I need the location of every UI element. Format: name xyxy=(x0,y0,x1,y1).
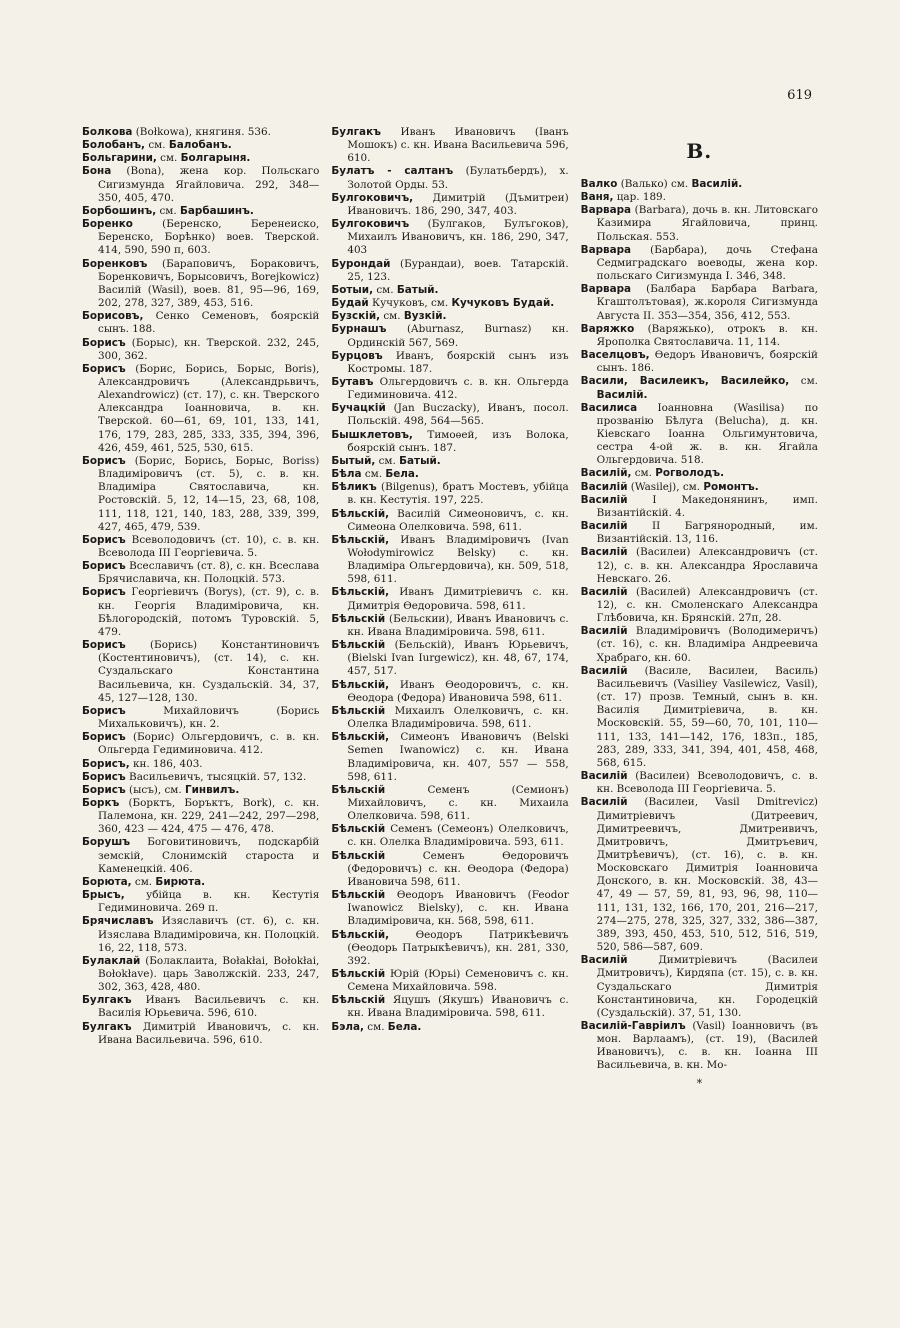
entry-text: кн. 186, 403. xyxy=(129,757,203,770)
entry-headword: Борушъ xyxy=(82,836,131,849)
index-entry xyxy=(331,455,568,468)
index-entry xyxy=(82,165,319,204)
entry-headword: Булгакъ xyxy=(82,994,132,1007)
entry-text: (Варяжько), отрокъ в. кн. Ярополка Святославича. 11, 114. xyxy=(596,322,818,348)
entry-headword: Василій xyxy=(580,625,628,638)
index-columns xyxy=(82,126,818,1090)
entry-text: Іоанновна (Wasilisa) по прозванію Бѣлуга (Belucha), д. кн. Кіевскаго Іоанна Ольгимунтовича, сестра 4-ой ж. в. кн. Ягайла Ольгердовича. 518. xyxy=(596,401,818,467)
index-entry xyxy=(581,191,818,204)
index-entry xyxy=(331,468,568,481)
index-entry xyxy=(82,534,319,560)
index-entry xyxy=(331,258,568,284)
entry-headword: Ваня, xyxy=(580,191,614,204)
index-entry xyxy=(581,625,818,664)
entry-text: I Македонянинъ, имп. Византійскій. 4. xyxy=(596,493,818,519)
index-entry xyxy=(82,126,319,139)
entry-text: Ѳеодоръ Патрикѣевичъ (Ѳеодорь Патрыкѣевичъ), кн. 281, 330, 392. xyxy=(347,928,569,967)
index-entry xyxy=(331,350,568,376)
entry-text: Тимоѳей, изъ Волока, боярскій сынъ. 187. xyxy=(347,428,569,454)
entry-headword: Василій xyxy=(580,520,628,533)
entry-text: (Василеи, Vasil Dmitrevicz) Димитріевичъ (Дитреевич, Димитреевичъ, Дмитреивичъ, Дмитровичъ, Дмитръевич, Дмитрѣевичъ), (ст. 16), с. в. кн. Московскаго Димитрія Іоанновича Донского, в. кн. Московскій. 38, 43—47, 49 — 57, 59, 81, 93, 96, 98, 110—111, 131, 132, 166, 170, 201, 216—217, 274—275, 278, 325, 327, 332, 386—387, 389, 393, 450, 453, 510, 512, 516, 519, 520, 586—587, 609. xyxy=(596,796,818,954)
entry-text: (Vasil) Іоанновичъ (въ мон. Варлаамъ), (ст. 19), (Василей Ивановичъ), с. в. кн. Іоанна III Васильевича, в. кн. Мо- xyxy=(596,1020,818,1072)
index-entry xyxy=(331,429,568,455)
index-entry xyxy=(331,218,568,257)
entry-text: (Борис, Борись, Борыс, Boriss) Владиміровичъ (ст. 5), с. в. кн. Владиміра Святославича, кн. Ростовскій. 5, 12, 14—15, 23, 68, 108, 111, 118, 121, 140, 183, 288, 339, 399, 427, 465, 479, 539. xyxy=(98,454,320,533)
entry-text: Иванъ Ѳеодоровичъ, с. кн. Ѳеодора (Федора) Ивановича 598, 611. xyxy=(347,678,569,704)
entry-headword: Булгакъ xyxy=(82,1020,132,1033)
index-entry xyxy=(331,1021,568,1034)
entry-headword: Борюта, xyxy=(82,875,132,888)
index-entry xyxy=(581,178,818,191)
entry-cross-reference: Вузкій. xyxy=(403,310,447,323)
index-entry xyxy=(82,876,319,889)
entry-text: см. xyxy=(380,310,404,323)
entry-text: (ысъ), см. xyxy=(125,783,185,796)
index-entry xyxy=(331,297,568,310)
index-entry xyxy=(581,467,818,480)
entry-headword: Бышклетовъ, xyxy=(331,428,413,441)
entry-text: (Борис, Борись, Борыс, Boris), Александровичъ (Александрьвичъ, Alexandrowicz) (ст. 17), с. кн. Тверского Александра Іоанновича, в. кн. Тверской. 60—61, 69, 101, 133, 141, 176, 179, 283, 285, 333, 335, 394, 396, 426, 459, 461, 525, 530, 615. xyxy=(98,362,320,454)
entry-headword: Василій xyxy=(580,546,628,559)
page-number: 619 xyxy=(787,88,812,103)
entry-text: II Багрянородный, им. Византійскій. 13, 116. xyxy=(596,520,818,546)
index-entry xyxy=(331,889,568,928)
entry-headword: Бурондай xyxy=(331,257,391,270)
index-entry xyxy=(82,205,319,218)
index-entry xyxy=(581,665,818,770)
entry-headword: Василій-Гавріилъ xyxy=(580,1020,686,1032)
entry-text: цар. 189. xyxy=(613,191,666,204)
index-entry xyxy=(331,850,568,889)
entry-text: см. xyxy=(145,139,169,152)
index-entry xyxy=(581,954,818,1020)
index-entry xyxy=(331,508,568,534)
index-entry xyxy=(331,284,568,297)
entry-headword: Василій xyxy=(580,796,628,809)
index-entry xyxy=(331,968,568,994)
index-entry xyxy=(331,376,568,402)
entry-text: см. xyxy=(631,467,656,480)
entry-headword: Борисовъ, xyxy=(82,310,144,323)
index-entry xyxy=(331,126,568,165)
entry-cross-reference: Балобанъ. xyxy=(168,139,232,152)
entry-text: Ольгердовичъ с. в. кн. Ольгерда Гедиминовича. 412. xyxy=(347,375,569,402)
index-entry xyxy=(82,152,319,165)
index-entry xyxy=(331,586,568,612)
entry-headword: Бѣльскій xyxy=(331,783,386,796)
index-entry xyxy=(581,375,818,401)
entry-text: (Wasilej), см. xyxy=(627,480,704,493)
entry-text: Яцушъ (Якушъ) Ивановичъ с. кн. Ивана Владиміровича. 598, 611. xyxy=(347,994,569,1020)
entry-text: Юрій (Юрьі) Семеновичъ с. кн. Семена Михайловича. 598. xyxy=(347,968,569,994)
entry-headword: Борисъ xyxy=(82,639,126,652)
entry-text: (Василеи) Всеволодовичъ, с. в. кн. Всеволода III Георгіевича. 5. xyxy=(596,770,818,796)
entry-text: (Василе, Василеи, Василь) Васильевичъ (Vasiliey Vasilewicz, Vasil), (ст. 17) прозв. Темный, сынъ в. кн. Василія Димитріевича, в. кн. Московскій. 55, 59—60, 70, 101, 110—111, 133, 141—142, 176, 183п., 185, 283, 289, 333, 341, 394, 401, 458, 468, 568, 615. xyxy=(596,664,818,769)
entry-text: Всеволодовичъ (ст. 10), с. в. кн. Всеволода III Георгіевича. 5. xyxy=(98,533,320,559)
index-entry xyxy=(581,244,818,283)
index-entry xyxy=(581,402,818,468)
entry-headword: Васили, Василеикъ, Василейко, xyxy=(580,375,790,388)
entry-text: Изяславичъ (ст. 6), с. кн. Изяслава Владиміровича, кн. Полоцкій. 16, 22, 118, 573. xyxy=(98,915,320,954)
entry-cross-reference: Кучуковъ Будай. xyxy=(451,297,555,310)
entry-text: (Балбара Барбара Barbara, Кгаштолътовая), ж.короля Сигизмунда Августа II. 353—354, 356, 412, 553. xyxy=(596,283,818,322)
entry-headword: Боркъ xyxy=(82,796,120,809)
index-entry xyxy=(82,337,319,363)
entry-headword: Василиса xyxy=(580,401,638,414)
column-3 xyxy=(581,126,818,1090)
entry-text: Иванъ Васильевичъ с. кн. Василія Юрьевича. 596, 610. xyxy=(98,994,320,1020)
entry-text: Иванъ Димитріевичъ с. кн. Димитрія Ѳедоровича. 598, 611. xyxy=(347,586,569,612)
entry-headword: Будай xyxy=(331,297,369,310)
entry-headword: Бѣла xyxy=(331,468,362,481)
entry-text: Всеславичъ (ст. 8), с. кн. Всеслава Брячиславича, кн. Полоцкій. 573. xyxy=(98,560,320,586)
index-entry xyxy=(82,836,319,875)
index-entry xyxy=(82,139,319,152)
index-entry xyxy=(331,323,568,349)
entry-text: Кучуковъ, см. xyxy=(368,297,452,310)
entry-text: Семенъ (Семеонъ) Олелковичъ, с. кн. Олелка Владиміровича. 593, 611. xyxy=(347,823,569,849)
entry-headword: Болкова xyxy=(82,126,133,138)
entry-text: Георгіевичъ (Borys), (ст. 9), с. в. кн. Георгія Владиміровича, кн. Бѣлогородскій, потомъ Туровскій. 5, 479. xyxy=(98,586,320,638)
entry-text: (Борись) Константиновичъ (Костентиновичъ), (ст. 14), с. кн. Суздальскаго Константина Васильевича, кн. Суздальскій. 34, 37, 45, 127—128, 130. xyxy=(98,639,320,704)
entry-text: Иванъ, боярскій сынъ изъ Костромы. 187. xyxy=(347,349,569,375)
entry-text: (Борктъ, Боръктъ, Bork), с. кн. Палемона, кн. 229, 241—242, 297—298, 360, 423 — 424, 475 — 476, 478. xyxy=(98,796,320,836)
index-entry xyxy=(331,534,568,587)
entry-text: (Барбара), дочь Стефана Седмиградскаго воеводы, жена кор. польскаго Сигизмунда I. 346, 348. xyxy=(596,243,818,283)
entry-text: (Aburnasz, Burnasz) кн. Ординскій 567, 569. xyxy=(347,323,569,349)
index-entry xyxy=(581,796,818,954)
entry-headword: Бурнашъ xyxy=(331,323,387,336)
entry-cross-reference: Бирюта. xyxy=(155,875,206,888)
index-entry xyxy=(331,784,568,823)
entry-text: см. xyxy=(156,204,180,217)
index-entry xyxy=(331,639,568,678)
entry-text: см. xyxy=(156,152,181,165)
entry-headword: Варвара xyxy=(580,204,632,217)
index-entry xyxy=(82,955,319,994)
entry-headword: Варвара xyxy=(580,243,632,256)
entry-headword: Бѣликъ xyxy=(331,481,377,494)
index-entry xyxy=(82,731,319,757)
entry-headword: Ботыи, xyxy=(331,283,374,296)
entry-text: Иванъ Ивановичъ (Іванъ Мошокъ) с. кн. Ивана Васильевича 596, 610. xyxy=(347,126,569,165)
entry-text: см. xyxy=(363,1020,388,1033)
entry-headword: Борисъ xyxy=(82,560,126,573)
entry-text: Васильевичъ, тысяцкій. 57, 132. xyxy=(125,770,307,783)
entry-headword: Борисъ, xyxy=(82,757,130,770)
index-entry xyxy=(581,494,818,520)
entry-cross-reference: Рогволодъ. xyxy=(655,467,725,480)
entry-headword: Борисъ xyxy=(82,770,126,783)
index-entry xyxy=(82,915,319,954)
entry-headword: Василій xyxy=(580,664,628,677)
entry-cross-reference: Барбашинъ. xyxy=(179,204,254,217)
entry-headword: Боренко xyxy=(82,218,133,231)
index-entry xyxy=(331,705,568,731)
entry-text: Димитрій Ивановичъ, с. кн. Ивана Васильевича. 596, 610. xyxy=(98,1020,320,1046)
index-entry xyxy=(82,889,319,915)
entry-text: Иванъ Владиміровичъ (Ivan Wołodymirowicz Belsky) с. кн. Владиміра Ольгердовича), кн. 509, 518, 598, 611. xyxy=(347,533,569,586)
entry-headword: Боренковъ xyxy=(82,257,148,270)
index-entry xyxy=(82,758,319,771)
index-entry xyxy=(331,679,568,705)
entry-text: (Jan Buczacky), Иванъ, посол. Польскій. 498, 564—565. xyxy=(347,402,569,428)
index-entry xyxy=(581,1020,818,1073)
entry-headword: Бѣльскій xyxy=(331,849,386,862)
entry-headword: Борисъ xyxy=(82,454,126,467)
entry-cross-reference: Болгарыня. xyxy=(180,152,251,165)
entry-cross-reference: Василій. xyxy=(596,388,648,401)
index-entry xyxy=(82,784,319,797)
entry-headword: Бутавъ xyxy=(331,375,374,388)
index-entry xyxy=(82,586,319,639)
entry-text: (Василеи) Александровичъ (ст. 12), с. в. кн. Александра Ярославича Невскаго. 26. xyxy=(596,546,818,585)
entry-text: (Булгаков, Булъгоков), Михаилъ Ивановичъ, кн. 186, 290, 347, 403 xyxy=(347,218,569,257)
entry-text: Димитрій (Дъмитреи) Ивановичъ. 186, 290, 347, 403. xyxy=(347,191,569,217)
entry-headword: Булгоковичъ, xyxy=(331,191,414,204)
index-entry xyxy=(581,481,818,494)
entry-headword: Больгарини, xyxy=(82,152,157,165)
entry-text: Семенъ (Семионъ) Михайловичъ, с. кн. Михаила Олелковича. 598, 611. xyxy=(347,783,569,823)
entry-headword: Василій xyxy=(580,770,628,783)
entry-text: см. xyxy=(375,454,400,467)
entry-headword: Болобанъ, xyxy=(82,139,146,152)
entry-cross-reference: Бела. xyxy=(385,468,419,481)
index-entry xyxy=(581,520,818,546)
index-entry xyxy=(581,323,818,349)
index-entry xyxy=(581,546,818,585)
entry-headword: Бузскій, xyxy=(331,310,381,323)
entry-headword: Борисъ xyxy=(82,704,126,717)
index-entry xyxy=(82,455,319,534)
index-entry xyxy=(331,165,568,191)
entry-headword: Василій xyxy=(580,585,628,598)
index-entry xyxy=(82,994,319,1020)
entry-text: Василій Симеоновичъ, с. кн. Симеона Олелковича. 598, 611. xyxy=(347,507,569,533)
index-entry xyxy=(82,310,319,336)
index-entry xyxy=(331,823,568,849)
index-entry xyxy=(581,283,818,322)
index-entry xyxy=(581,770,818,796)
index-entry xyxy=(581,586,818,625)
index-entry xyxy=(581,349,818,375)
entry-headword: Борбошинъ, xyxy=(82,204,157,217)
entry-headword: Варяжко xyxy=(580,322,635,335)
column-1 xyxy=(82,126,319,1090)
entry-text: Михайловичъ (Борись Михальковичъ), кн. 2. xyxy=(98,704,320,731)
index-entry xyxy=(331,613,568,639)
entry-headword: Бѣльскій xyxy=(331,704,386,717)
entry-text: Боговитиновичъ, подскарбій земскій, Слонимскій староста и Каменецкій. 406. xyxy=(98,836,320,875)
entry-cross-reference: Гинвилъ. xyxy=(184,783,240,796)
entry-cross-reference: Бела. xyxy=(387,1020,422,1033)
entry-text: (Булатьбердъ), х. Золотой Орды. 53. xyxy=(347,165,569,191)
entry-headword: Бѣльскій, xyxy=(331,678,390,691)
index-entry xyxy=(82,560,319,586)
entry-text: см. xyxy=(789,375,818,388)
entry-headword: Бѣльскій xyxy=(331,994,386,1007)
entry-text: (Bołkowa), княгиня. 536. xyxy=(132,126,271,138)
index-entry xyxy=(331,192,568,218)
entry-headword: Бэла, xyxy=(331,1020,364,1033)
entry-headword: Бѣльскій, xyxy=(331,928,390,941)
entry-text: см. xyxy=(131,875,156,888)
entry-headword: Васелцовъ, xyxy=(580,349,650,362)
entry-cross-reference: Ромонтъ. xyxy=(703,480,759,493)
entry-text: см. xyxy=(373,283,397,296)
entry-text: Михаилъ Олелковичъ, с. кн. Олелка Владиміровича. 598, 611. xyxy=(347,704,569,731)
entry-headword: Бѣльскій, xyxy=(331,731,390,744)
entry-text: Симеонъ Ивановичъ (Belski Semen Iwanowicz) с. кн. Ивана Владиміровича, кн. 407, 557 — 558, 598, 611. xyxy=(347,731,569,783)
entry-headword: Василій xyxy=(580,954,628,967)
entry-headword: Брысъ, xyxy=(82,889,125,902)
entry-headword: Бурцовъ xyxy=(331,349,383,362)
entry-text: Владиміровичъ (Володимеричъ) (ст. 16), с. кн. Владиміра Андреевича Храбраго, кн. 60. xyxy=(596,625,818,664)
entry-headword: Борисъ xyxy=(82,336,126,349)
entry-headword: Булатъ - салтанъ xyxy=(331,165,454,178)
entry-text: см. xyxy=(361,468,386,481)
entry-text: (Болаклаита, Bołakłai, Bołokłai, Bołokłave). царь Заволжскій. 233, 247, 302, 363, 428, 480. xyxy=(98,954,320,994)
entry-text: (Борыс), кн. Тверской. 232, 245, 300, 362. xyxy=(98,336,320,362)
entry-text: (Бурандаи), воев. Татарскій. 25, 123. xyxy=(347,257,569,283)
index-entry xyxy=(82,797,319,836)
entry-headword: Бѣльскій, xyxy=(331,507,390,520)
entry-headword: Бытый, xyxy=(331,454,376,467)
entry-headword: Борисъ xyxy=(82,731,126,744)
entry-headword: Бучацкій xyxy=(331,402,386,415)
entry-text: (Беренско, Беренеиско, Беренско, Борѣнко) воев. Тверской. 414, 590, 590 п, 603. xyxy=(98,218,320,257)
entry-text: Димитріевичъ (Василеи Дмитровичъ), Кирдяпа (ст. 15), с. в. кн. Суздальскаго Димитрія Константиновича, кн. Городецкій (Суздальскій). 37, 51, 130. xyxy=(596,954,818,1019)
index-entry xyxy=(82,639,319,705)
entry-headword: Борисъ xyxy=(82,533,126,546)
index-entry xyxy=(82,258,319,311)
entry-text: Сенко Семеновъ, боярскій сынъ. 188. xyxy=(98,310,320,336)
entry-text: Семенъ Ѳедоровичъ (Федоровичъ) с. кн. Ѳеодора (Федора) Ивановича 598, 611. xyxy=(347,849,569,888)
index-entry xyxy=(581,204,818,243)
index-entry xyxy=(331,994,568,1020)
entry-text: Ѳеодоръ Ивановичъ (Feodor Iwanowicz Bielsky), с. кн. Ивана Владиміровича, кн. 568, 598, 611. xyxy=(347,889,569,928)
index-entry xyxy=(331,481,568,507)
entry-headword: Бѣльскій xyxy=(331,968,386,980)
entry-headword: Борисъ xyxy=(82,783,126,796)
index-entry xyxy=(82,363,319,455)
column-2 xyxy=(331,126,568,1090)
entry-headword: Бѣльскій xyxy=(331,639,386,652)
entry-text: (Василей) Александровичъ (ст. 12), с. кн. Смоленскаго Александра Глѣбовича, кн. Брянскій. 27п, 28. xyxy=(596,585,818,625)
entry-text: (Barbara), дочь в. кн. Литовскаго Казимира Ягайловича, принц. Польская. 553. xyxy=(596,204,818,243)
index-entry xyxy=(331,310,568,323)
entry-headword: Бѣльскій xyxy=(331,612,386,625)
entry-text: (Бельскій), Иванъ Юрьевичъ, (Bielski Ivan Iurgewicz), кн. 48, 67, 174, 457, 517. xyxy=(347,639,569,678)
entry-headword: Борисъ xyxy=(82,362,126,375)
index-entry xyxy=(331,402,568,428)
index-entry xyxy=(82,218,319,257)
entry-text: (Bona), жена кор. Польскаго Сигизмунда Ягайловича. 292, 348—350, 405, 470. xyxy=(98,165,320,204)
entry-headword: Варвара xyxy=(580,283,632,296)
entry-headword: Василій xyxy=(580,480,628,493)
entry-headword: Бѣльскій xyxy=(331,889,386,902)
entry-headword: Булаклай xyxy=(82,954,141,967)
entry-cross-reference: Батый. xyxy=(399,454,441,467)
entry-headword: Бѣльскій, xyxy=(331,586,390,599)
index-entry xyxy=(82,1021,319,1047)
entry-text: убійца в. кн. Кестутія Гедиминовича. 269 п. xyxy=(98,889,320,915)
entry-headword: Василій, xyxy=(580,467,632,480)
entry-headword: Бѣльскій xyxy=(331,823,386,836)
entry-headword: Валко xyxy=(580,178,618,190)
index-entry xyxy=(331,731,568,784)
index-entry xyxy=(82,705,319,731)
index-entry xyxy=(82,771,319,784)
entry-text: (Бараповичъ, Бораковичъ, Боренковичъ, Борысовичъ, Borejkowicz) Василій (Wasil), воев. 81, 95—96, 169, 202, 278, 327, 389, 453, 516. xyxy=(98,257,320,310)
entry-text: (Валько) см. xyxy=(617,178,692,190)
entry-headword: Брячиславъ xyxy=(82,915,154,928)
index-entry xyxy=(331,929,568,968)
entry-headword: Бона xyxy=(82,165,112,178)
entry-headword: Василій xyxy=(580,493,628,506)
section-letter: В. xyxy=(686,139,713,163)
footer-mark: * xyxy=(696,1076,703,1090)
entry-headword: Бѣльскій, xyxy=(331,533,390,546)
entry-headword: Булгоковичъ xyxy=(331,218,410,231)
entry-text: (Борис) Ольгердовичъ, с. в. кн. Ольгерда Гедиминовича. 412. xyxy=(98,731,320,757)
entry-headword: Булгакъ xyxy=(331,126,381,138)
entry-cross-reference: Василій. xyxy=(691,178,743,190)
entry-text: (Bilgenus), братъ Мостевъ, убійца в. кн. Кестутія. 197, 225. xyxy=(347,481,569,507)
entry-text: Ѳедоръ Ивановичъ, боярскій сынъ. 186. xyxy=(596,349,818,375)
entry-headword: Борисъ xyxy=(82,586,126,599)
entry-cross-reference: Батый. xyxy=(396,283,439,296)
entry-text: (Бельскии), Иванъ Ивановичъ с. кн. Ивана Владиміровича. 598, 611. xyxy=(347,612,569,638)
